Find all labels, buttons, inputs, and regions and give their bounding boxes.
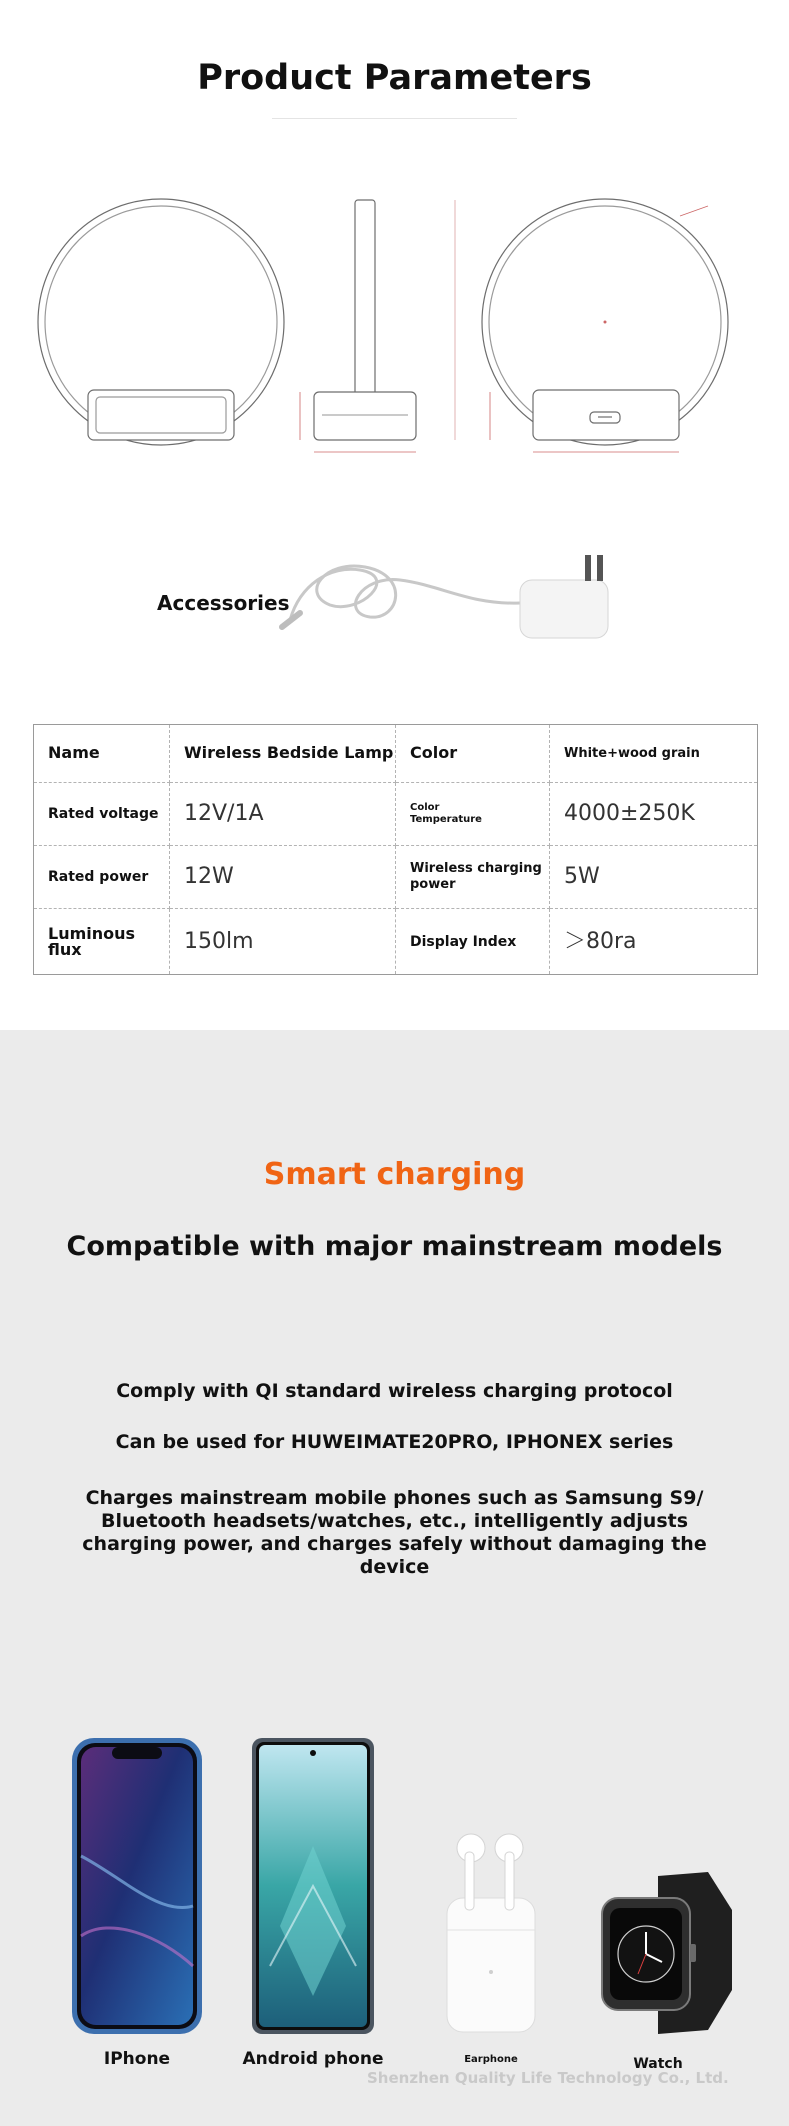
feature-text: Comply with QI standard wireless charging protocol bbox=[116, 1380, 673, 1402]
spec-value: 150lm bbox=[184, 928, 254, 954]
table-row bbox=[34, 725, 758, 783]
spec-label: Wireless charging power bbox=[410, 861, 542, 893]
feature-text: Can be used for HUWEIMATE20PRO, IPHONEX series bbox=[115, 1431, 674, 1453]
spec-label: Display Index bbox=[410, 933, 517, 950]
feature-text: Charges mainstream mobile phones such as Samsung S9/ Bluetooth headsets/watches, etc., intelligently adjusts charging power, and charges safely without damaging the device bbox=[82, 1487, 707, 1578]
table-row bbox=[34, 846, 758, 909]
android-phone-icon bbox=[250, 1736, 376, 2036]
spec-table bbox=[33, 724, 758, 975]
spec-label: Rated power bbox=[48, 869, 149, 886]
table-row bbox=[34, 909, 758, 975]
spec-value: 12W bbox=[184, 864, 234, 890]
spec-value: White+wood grain bbox=[564, 745, 700, 761]
spec-label: Rated voltage bbox=[48, 806, 159, 822]
spec-value: Wireless Bedside Lamp bbox=[184, 743, 394, 763]
device-label: Android phone bbox=[242, 2049, 384, 2069]
spec-label: Color bbox=[410, 743, 458, 763]
section-subheading: Compatible with major mainstream models bbox=[66, 1231, 723, 1262]
company-watermark: Shenzhen Quality Life Technology Co., Ltd. bbox=[367, 2069, 729, 2087]
earphone-icon bbox=[443, 1830, 539, 2034]
smart-charging-section bbox=[0, 1030, 789, 2126]
iphone-icon bbox=[70, 1736, 204, 2036]
power-adapter-image bbox=[270, 525, 640, 650]
watch-icon bbox=[598, 1870, 734, 2038]
lamp-dimension-diagram bbox=[0, 180, 789, 480]
spec-label: Luminous flux bbox=[48, 923, 136, 959]
spec-value: 12V/1A bbox=[184, 801, 264, 826]
product-parameters-section bbox=[0, 0, 789, 1030]
spec-label: Color Temperature bbox=[410, 802, 482, 825]
title-divider bbox=[272, 118, 517, 119]
device-label: IPhone bbox=[103, 2049, 171, 2069]
accessories-label: Accessories bbox=[157, 591, 290, 615]
spec-value: 4000±250K bbox=[564, 801, 695, 826]
table-row bbox=[34, 782, 758, 846]
spec-label: Name bbox=[48, 743, 100, 763]
page-title: Product Parameters bbox=[197, 58, 592, 98]
spec-value: ＞80ra bbox=[564, 928, 637, 954]
spec-value: 5W bbox=[564, 864, 600, 890]
section-heading: Smart charging bbox=[263, 1157, 526, 1192]
device-label: Watch bbox=[633, 2056, 683, 2072]
device-label: Earphone bbox=[464, 2054, 518, 2065]
